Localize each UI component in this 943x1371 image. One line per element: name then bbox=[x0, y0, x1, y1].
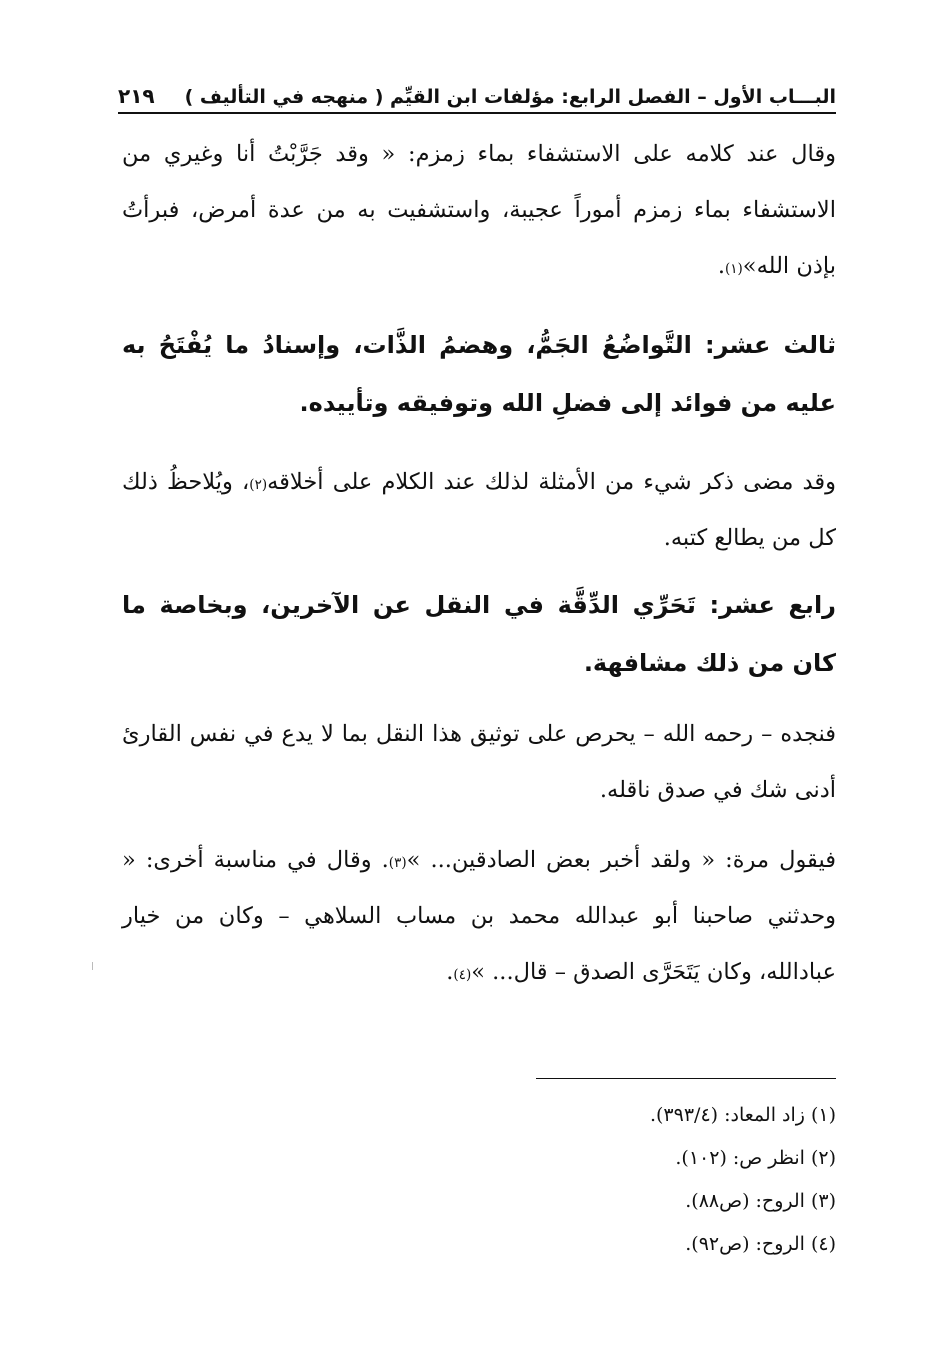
header-title: البـــاب الأول – الفصل الرابع: مؤلفات ابن القيِّم ( منهجه في التأليف ) bbox=[184, 86, 836, 108]
footnote-ref-3: (٣) bbox=[388, 855, 407, 871]
margin-mark bbox=[92, 962, 93, 970]
footnote-4: (٤)الروح: (ص٩٢). bbox=[685, 1233, 836, 1255]
footnotes bbox=[336, 1094, 836, 1266]
running-header bbox=[118, 78, 836, 114]
heading-thirteenth: ثالث عشر: التَّواضُعُ الجَمُّ، وهضمُ الذَّات، وإسنادُ ما يُفْتَحُ به عليه من فوائد إلى فضلِ الله وتوفيقه وتأييده. bbox=[122, 331, 836, 417]
page-number: ٢١٩ bbox=[118, 84, 155, 108]
footnote-ref-4: (٤) bbox=[453, 967, 472, 983]
footnote-ref-2: (٢) bbox=[249, 477, 268, 493]
footnote-1: (١)زاد المعاد: (٣٩٣/٤). bbox=[649, 1104, 836, 1126]
footnote-2: (٢)انظر ص: (١٠٢). bbox=[675, 1147, 836, 1169]
paragraph-akhlaq: وقد مضى ذكر شيء من الأمثلة لذلك عند الكلام على أخلاقه$^{(٢)}$، ويُلاحظُ ذلك كل من يطالع كتبه. bbox=[122, 469, 836, 551]
footnote-3: (٣)الروح: (ص٨٨). bbox=[685, 1190, 836, 1212]
footnote-ref-1: (١) bbox=[724, 261, 743, 277]
footnote-separator bbox=[536, 1078, 836, 1079]
heading-fourteenth: رابع عشر: تَحَرِّي الدِّقَّة في النقل عن الآخرين، وبخاصة ما كان من ذلك مشافهة. bbox=[122, 591, 836, 677]
main-text bbox=[122, 126, 836, 1000]
paragraph-quotes: فيقول مرة: « ولقد أخبر بعض الصادقين... »$^{(٣)}$. وقال في مناسبة أخرى: « وحدثني صاحبنا أبو عبدالله محمد بن مساب السلاهي – وكان من خيار عبادالله، وكان يَتَحَرَّى الصدق – قال... »$^{(٤)}$. bbox=[122, 847, 836, 985]
paragraph-zamzam: وقال عند كلامه على الاستشفاء بماء زمزم: « وقد جَرَّبْتُ أنا وغيري من الاستشفاء بماء زمزم أموراً عجيبة، واستشفيت به من عدة أمرض، فبرأتُ بإذن الله»$^{(١)}$. bbox=[122, 141, 836, 279]
paragraph-tawthiq: فنجده – رحمه الله – يحرص على توثيق هذا النقل بما لا يدع في نفس القارئ أدنى شك في صدق ناقله. bbox=[122, 721, 836, 803]
